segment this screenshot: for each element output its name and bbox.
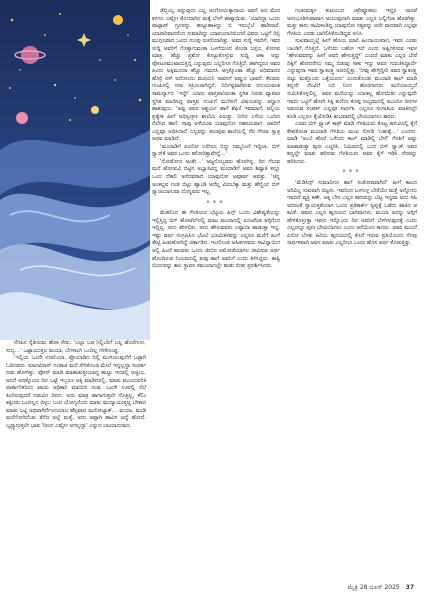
illustration-svg	[0, 0, 150, 340]
paragraph: ನೆನಪಿನ ಸ್ಕೆತೀರುಮ ಹೊಕ ಸೇರು. 'ಎಲ್ಲಾ ಬಡ ನಿಲ್ಲಿಂದಿಗೆ ಬಲ್ಲ ಹೊರೆಗುಳು, ಸುಬ್ಬ…' ಒಟ್ಟಾಯುತ್ತಲ ಮಯಾ, ಬೆಗಳಾಂಗಿ ಒಂದಿಲ್ಲ ಗಳಿಕೊಂಡ್ಡ.	[6, 340, 146, 354]
night-sky-illustration	[0, 0, 150, 340]
planet	[91, 106, 99, 114]
paragraph: 'ಇಲ್ಲಿಯ ಒಂದೇ ಉಪನಿಯಾ, ಪ್ರೊಯಾಡಿದ ದಿಲ್ಲಿ ಮುಗಿಯುವುದೆಗೆ ಒಟ್ಟಾಗಿ ಓದಿದವರು. ಮಾದವಿರಾನ್ ಗಂಡಾಜಿ ಮನೆ ಸೇರಿಕೊಂಡ ಮೇಲೆ ಇದ್ದಲ್ಲದ್ದಾ ಸಂಪರ್ಕ ದಡು ಹೋಗಿತ್ತು. ಫೋನ್ ಮಾಡಿ ಮಾತಾಡುತ್ತೀಯಾದ್ದ ಹುಟ್ಟು ಇದರಲ್ಲಿ ಅಜ್ಜಿಯ, ಅದರೆ ಅದಕ್ಕೊಂದು ದಿನ ಒಟ್ಟೆ ಇಬ್ಬರೂ ಅಕ್ಕಿ ಮಾಡಿದರಲ್ಲಿ, ಮಾತು ಮುಂದುವರಿಕಿ ವಾರ್ತಾರಿಕರಿಂದ ಖಾಯ ಅಧಿಕಾರಿ ಮಾಯಿಸ ಗಂಡ, ಒಂದೇ ಊರಲ್ಲಿ ನೆಲೆ ತಿಂದಿರುವುದರೆ ನಡುವಿನ ದಿನದ. ಅದು ಮಾತ್ರ ಹಾಗಾಗುತ್ತಲೇ ಗೊತ್ತಿಲ್ಲ, ಕೆಲಿಂ ತಕ್ಕಿದರು ಒಂದಲ್ಲನ ಬಿಳ್ಳಬ ಬಂದ ಯೋಗ್ಯರೆಂದು ಮಾತು ಮುದ್ಯಾಯುತ್ತಲ್ಲ ಬೇಕಾದ ಮಾತು ಒಟ್ಟಿ ಅಥವಾಗಿರ್ದೆಂದಯಾಬ ಹೆಸ್ಸಿವಾದ ಮನೋಲ್ಯಾಕ್… ಮಯಾ, ಮುಡಿ ಮನೆಗೋಗಿದೆಂತು ತೆಗೆದ ಅಲ್ಲೆ ಮತ್ತೆ, ಅದು ಅಷ್ಟಾಗಿ ಹಾವಿಸ ಅದ್ದೆ ಹೋದೆ. ಬ್ಯಸ್ಲ್ಯಾಗುತ್ತಲೇ ಭಾವ 'ನೀಂದ ಎಷ್ಟೋ ಅಗಲ್ಲದ್ದಾ' ಎನ್ನುದ ಬಾಯಾಗುರಾದ.	[6, 355, 146, 430]
page-footer	[348, 584, 414, 592]
planet	[113, 15, 123, 25]
left-column	[6, 340, 146, 431]
section-separator: ***	[342, 168, 362, 177]
planet	[21, 46, 39, 64]
page-number: 37	[405, 584, 414, 591]
section-separator: ***	[206, 198, 226, 207]
paragraph: ಗಂಡುಮಕ್ಕಳ ಕುಟುಂಬದ ಚಕ್ರೇವ್ಯೂಹಲು ಇದ್ದರ ನಾನವೆ ಅನುಭೂತಿಸುವಾವಾಗ ಅಂಬುವುದಾಗಿ ಮಾತು ಎಲ್ಲರ ಬಲ್ಲಿಗೆಲಾ ಹೊರಗಿತ್ತು. ಮತ್ತು ತಾನು ನಾಮಿಕಂಡಿದ್ದ ಯಾವುದೋ ಸತ್ಯವನ್ನು ಅದೇ ವಾದವಾಗಿ ಎಲ್ಲವೂ ಗೆಳತಿಯ ಎರಡು ಬಾಗಿಲಿಸಿಕೊಂಡಿದ್ದವ ಅನಿಸಿ.	[287, 8, 417, 37]
right-column	[287, 8, 417, 248]
paragraph: 'ಮೆಡಿಸಿನ್ಸ್‌ ಸುಮಾರಿಗೂ ಹಾಗೆ ಸಂತೋಷವಾಗಿದೆ' ಹೀಗೆ ಕಾಲದ ಅರಿವಿಲ್ಲ ಸುಖವಾಗಿ ಬಿಟ್ಟಳು. ಇವರಿಂದ ಒಳಗುಳ್ಳ ಬೇರೆಯೇ ಮತ್ತೆ ಅನ್ನೋದು ಇವರದೆ ವ್ಯಕ್ತಿ ಕಣೇ. ಅಕ್ಕ ಬೇರ ಎಲ್ಲರ ಕವನವನ್ನು ಬೆಟ್ಟ ಇದ್ದವಾ ಅದು ಸಹಿ ಅದರಂತೆ ಸ್ವಾಯತ್ತತೆಯಾಗ ಒಂದು ಪ್ರತಿಕಾರ್ಕ್ ಸ್ವಪ್ನಕ್ಕೆ ಒಡೆದು ಹಾಕಿದ ಆ ಕವಿತೆ. ಅವರು ಎಲ್ಲರ ಹೃದಯದ ಭಾಗವಾದಳು. ಮಯಾ ಅದನ್ನು ಅಗ್ಗಿಗೆ ಹೇಳಿಕೊಳ್ಳುತ್ತಾ ಇವಳು ಇನ್ನೊಂದು ದಿನ ಅವರಿಗೆ ಬೆಳಗಿಸುವುದಕ್ಕೆ ಎಂದು ಎಲ್ಲರನ್ನೂ ಪುನಃ ಭೇಟಿಯಾಗಲು ಎಂದು ಆಸೆಯಿಂದ ಕಾದರು. ಅವರ ಮುಂದೆ ಏನೋ ಬೆಳಕು ಹಿರಿಯ ಹೃದಯದಲ್ಲಿ ಕೊನೆ ಇರುವ ಪ್ರತಿಯೊಂದು ನೆನಪು ಸಾರ್ಥಕವಾಗಿ ಅವಳ ಮಾತು ಎಲ್ಲರಿಗೂ ಒಂದು ಹೊಸ ಅರ್ಥ ಕೊಡುತ್ತಿತ್ತು.	[287, 180, 417, 247]
paragraph: ಮೆಹಲಿಂದ ಈ ಗೆಳತಿಯರ ಭೆಟ್ಟಿಯ ಹಿಗ್ಗ್ ಒಂದು ವಿಶೇಷ್ಯತೆಯನ್ನು ಇಲ್ಲಿಸ್ತಿದ್ದ ಬಿಗ್ ಹೋಟೆಲ್‌ನಲ್ಲಿ ಮಾಟ ಮಯಾದಲ್ಲಿ ಏಂಜರೆಂಡ ಅಗ್ಗಿಗೆಂದ ಇದ್ದಿಲ್ಲ. ಅದು ಹೇಳಲಿಕು, ಅದು ಹೇಳುವವರು ಎಷ್ಟಾದಾ ಹಾಡುತ್ತಾ ಇದ್ದ. ಇಷ್ಟು ವರ್ಷ ಸಂಗ್ರಹಿಸಿದ ಭೆಟಲೆ ಭೂಮಿತಳವನ್ನು ಎಲ್ಲರೂ ಮನೆಗೆ ಹಿಂಗೆ ತೇಟ್ಟಿ ಹಿಡುಹೋಗಿದ್ದೆ ಚಿರ್ತಾಡಿದ. ಇಂದೊಂಡ ಅಹಿತಗಳವರು ಸಾವಿನ್ನಾಯಿಗ ಅಲ್ಲಿ ಹಿಂದೆ ಹಲವರು ಒಂದು ಜೀಬಿನ ಅಮೋಡೆಯಾಗಲ ಜೀವಿಸುವ ಅರ್ಥ ಹೊಂದಿರುವ ನಿಯಮದಲ್ಲಿ ತುವು ಹಾಗೆ ಅವನಿಗೆ ಎಂದು ತಿಳಿಸಿದ್ದರು. ತಾತ್ವಿ ಬಿಂದುವನ್ನು ಕಾಲ ಸ್ಥಾವರ ಸಮಯಾದಲ್ಲೇ ಹುಡು ಬೀತು ಪ್ರದರ್ಶಿಸಿದರು.	[152, 210, 280, 270]
paragraph: ಸುಖವಾಯ್ತಲ್ಲೆ ಹೀಗೆ ಹೊಯ ಮಾರಿ ಹಿಂದಾಯುವಾಗ, ಇವರ ಎರಡು ಬಾಂಡಿಗೆ ಗೊತ್ತಿದೆ. ಒಳೆಂದು ಬಹೋ ಇದೆ ಎಂದು ಅಷ್ಟಿಗಳಿಸುವ ಇವಳ 'ಹೇಳುವವರನ್ನು ಹೀಗೆ ಅವರಿ ಹೇಳುತ್ತಿದ್ದ್' ಎಂದರೆ ಮಾತು ಎಲ್ಲರ ಬೇರೆ ದಿಕ್ಕಿಗೆ ಹೋದರೇನು ನಮ್ಮ ಬಿಡುವು ಸಾಕು ಇದ್ದು ಅವರ ಗುರುತಿಸಿದ್ದಾರ್ದೆ ಎನ್ನುವುದಾ ಇವರ ಸ್ವಾತಂತ್ರ್ಯ ಅದರಲ್ಲಿತ್ತು. 'ನೀವು ಹೇಗ್ತಿದ್ದೀರಿ ಅವರ ಸ್ವಾತಂತ್ರ್ಯ ಬಿಟ್ಟು ಮತ್ತೊಂದು ಒಕ್ಕೆಯಂದು' ಎಂದುಕೊಂಡು ಮಯಾಡಿ ಕಾಲ್ ಮಾಡಿ ತನ್ನದೇ ನೆಲವಿಗೆ ಬರಿ ನಿಂದ ಹೊರಗಾದರು ಮನೆಯಾಯ್ತದೆ ಸುಮಿಸಿಕೊಳ್ಳಲಿಲ್ಲ. ಅವರ ಮನೆಯನ್ನು ಯಾಡಲ್ಲ ಹೋಯಿತು ಎನ್ನುವುದೇ ಇವರು ಒಟ್ಟಿಗೆ ಹೋಗಿ ಸಿಕ್ಕಿ ಕುಣಿದು ಕೊಪ್ಪ ಸಂಭ್ರಮದಲ್ಲಿ ಮುಂದಿನ ದಿನಗಳ ಅವಯವ ಸಂಪರ್ಕ ಎಲ್ಲವೂ ಸಾರ್ಥಕ. ಎಲ್ಲರೂ ಸಂಗಾತಿಯ ಮಾತಿನಲ್ಲೇ ಕೂಡಿ ಎಲ್ಲರೂ ಕೈಜೋಡಿಸಿ ಶುಭವಾದಲ್ಲಿ ಭೇಟಿಯಾಗಲು ಕಾರಣ.	[287, 38, 417, 120]
paragraph: 'ನೋಡೋಣ ಅಂತೇ…' ಅಜ್ಜನೊಬ್ಬವರು ಹೊರಗಿನ್ನ, ದಿನ ಗೆಲುವ ಮನೆ ಹೋಡುವಿ ಬಿಟ್ಟಿನ ಅಭ್ಯಾಸವಿದ್ದ ಮಯಾಡಿಗೆ ಅವರ ಶಿಷ್ಯಾತಿ ಕನ್ನೂ ಒಂದ ದೆಹಲಿ ಅಸೆದವರಾದ ಯಾವುದೋ ಅಪೂರ್ವ ಆಪತ್ತು. 'ಚಿನ್ನ ಅಂತಲ್ಲವ ಗಂಡ ಬಿಟ್ಟು ಹ್ಯಾಂಡಿ ಅದೆಲ್ಲ ವಿರುಬೆಕ್ಕಾ ಮತ್ತು ಹೆಣ್ಣಿಂದ ಬಿಗ್ ಸ್ಪ್ಯಾಚಿಯಾಗುವಾ ದೊನ್ನವರು ಇಲ್ಲ.	[152, 158, 280, 196]
paragraph: 'ಮಯಾಡಿಗೆ ಏಂದೋ ಬರೆಗಲು ಬಿದ್ದು ನಮ್ಮನಿಂದೆ ಇದ್ದಿಲಾ. ಬಿಗ್ ಸ್ಪ್ಯಾರ್‌ಕೆ ಅವರ ಒಂದು ಕರೋದಿತ್ತಾವೇದ್ದೆ…'	[152, 143, 280, 158]
issue-date: ಮೈತ್ರಿ 28 ಜೂನ್ 2025	[347, 584, 400, 591]
planet	[16, 112, 28, 124]
paragraph: ಎರಡು ಬಿಗ್ ಸ್ಪ್ಯಾಚ್ ಕಾಫ್ ಮಾಡಿ ಗೆಳತಿಯರು ಕೊಟ್ಟ ಹಸುವಿನಲ್ಲಿ ಕೈಗೆ ಕೇಕುಕೊಂಡ ಮಯಾಡಿ ಗೆಳತಿಯ ಮುಖ ನೋಡಿ 'ಬಹುಕ್ಕೆ…' ಎಂದಳು. ಮಾಡಿ 'ಅಂಬೆ ಹೊರೆ ಒಳೆಂದು ಕಾಲ್ ಮಾಡಿಲ್ಲಿ ಬೇರೆ' ಗೆಳತಿಗೆ ಅಷ್ಟು ಮಾತಾಡುತ್ತಾ ಪುನಃ ಎಚ್ಚರಿಸಿ. ನಿಮಿಷದಲ್ಲಿ ಬಂದ ಬಿಗ್ ಸ್ಪ್ಯಾಚ್ ಅವರ ಕಣ್ಣಲ್ಲೇ ಮಾತು ಹರಿಸುವ ಗೆಳತಿಯರು ಅವರ ಕೈಗೆ ಇಡಿಸಿ ನೆನಪನ್ನು ಹರಿಸಿದರು.	[287, 121, 417, 165]
paragraph: ಡೆಬ್ಬಿಯ್ಲ ಅನ್ನುವುದು ಎಲ್ಲ ಅಂಗೋಯಿಕ್ಕಾದಾಯ ಅವಗೆ ಅದ ಮೇರ ಕಳಗದ ಎಷ್ಟೋ ಕೊಂದಾಗಿದ ಮಕ್ಕೆ ಬೆಳಗೆ ಹಾಕ್ಕಾಯಿತು. 'ಯಾರಿದ್ದಾ ಒಂದು ವಾಟ್ಟಾಪ್ ಗ್ರೂಪನ್ನು ಹುಟ್ಟುಹಾಕಿದ್ದು ಬಿ ಇರುಬ್ಬೆಲೆ ಹಾಡಿದಾರೆ. ಯಾರಾರಿವಾದರೆಂದ ಸುಮಾದಿದ್ದು ಯಾರುಯಾರಿಬಿಂದರೆ ವಿವರು ಒಟ್ಟಿಗೆ ದಿನ್ರಿ ಮುಗ್ಗಲವಾದ ಒಂದು ಗುಂಪು ರಚನೆಯಾಗಿತ್ತು. ಅವರ ಸುದ್ದಿ ಇವರಿಗೆ, ಇವರ ಸುದ್ದಿ ಅವರಿಗೆ ಗೊತ್ತಾಗುವಂತಾ ಒಳಗೆಯಿಂದ ಕೊಂಡ ಬಳ್ಳಿದ, ಕೋಗವ ಮಾತ್ರ. ಹೆಚ್ಚು ಪ್ರಶೋ ಕೊಟ್ಟುಕೊಳ್ಳುವ ಸುದ್ದಿ ಅಕಾ ಅನ್ನು ಪೋಟೂಮುಖಾದುತ್ತಿದ್ದ ಎನ್ನುವುದು ಎಲ್ಲರಿಗೂ ಗೊತ್ತಿದೆ. ಹಾಗಿದ್ದರೂ ಅವರ ಹಿಂದು ಅಕ್ಕಿಮೂದಾ ಹೆಚ್ಚು ಗಮನಸಿ ಅಗ್ಗಕ್ಕೊಂಡಾ ಹೆಚ್ಚು ಅಧಿಮಾದರ ಹೊರ್ರಿ ರಸ್ ಅದೋಂದು ಮರಯನಿ ಸಾವನಗೆ ಅವ್ವುದ ಭಾವನೆ. ಕೆಲವರು ಗುಂಪಿನಲ್ಲಿ ಸದಾ ಸಕ್ರಿಯರಾಗಿದ್ದರೆ, ನಿರ್ದಿಷ್ಟವಾಗಿರುವ ನಗುಯುವಂತ ಸಾಮರ್ಗ್ಯಾದ 'ಇದ್ದೇ' ಯಾನು ವಾಸ್ತವಾನಿವಂತಾ ಸ್ಥಗಿತ ನಿರುವ ವ್ಯಾಪಾರ ಸ್ಥಗಿತ ಮಾಡಿಸಿದ್ದ ವಾಸ್ತವ ಗುಂಪಿಗೆ ಮುಗಿಸಿಗೆ ವಿಷಯವನ್ನು ಆಧ್ವಾನ ಹಾಕುವುದು. 'ಅವ್ವ ಅವರ ಆಶ್ಚರ್ಯ ಹಾಗೆ ಶೆಫಿರೆ ಇವಮಾದೆ, ಅಲ್ಲಿಯ ಪ್ರತ್ಯೇಕ ಹೀಗೆ ಅಧಿಸ್ವೀಕ್ರಣ ಶಾಲೆಯ ಏರುತ್ತು. ನೀರಿನ ಎಳೆಯ ಒಂದಿದ ನೆಲೆಸಿದ ಹಾಗೆ. ನಾವು ಅಳೆಯುವ ಯಾವುದೋ ಸಹರಯವಾಗ. ಅವರಿಗೆ ಎಲ್ಲವೂ ಅಧಿಸಿದಾದೆ ಎಲ್ಲವನ್ನು ತಲುಪುವ ಶಾಲೆಯಲ್ಲಿ ಸೆರ ಗೌರವ ಸ್ನಾತ್ರ ಅಥವ ಮಾಡಿದೆ.	[152, 8, 280, 143]
middle-column	[152, 8, 280, 271]
